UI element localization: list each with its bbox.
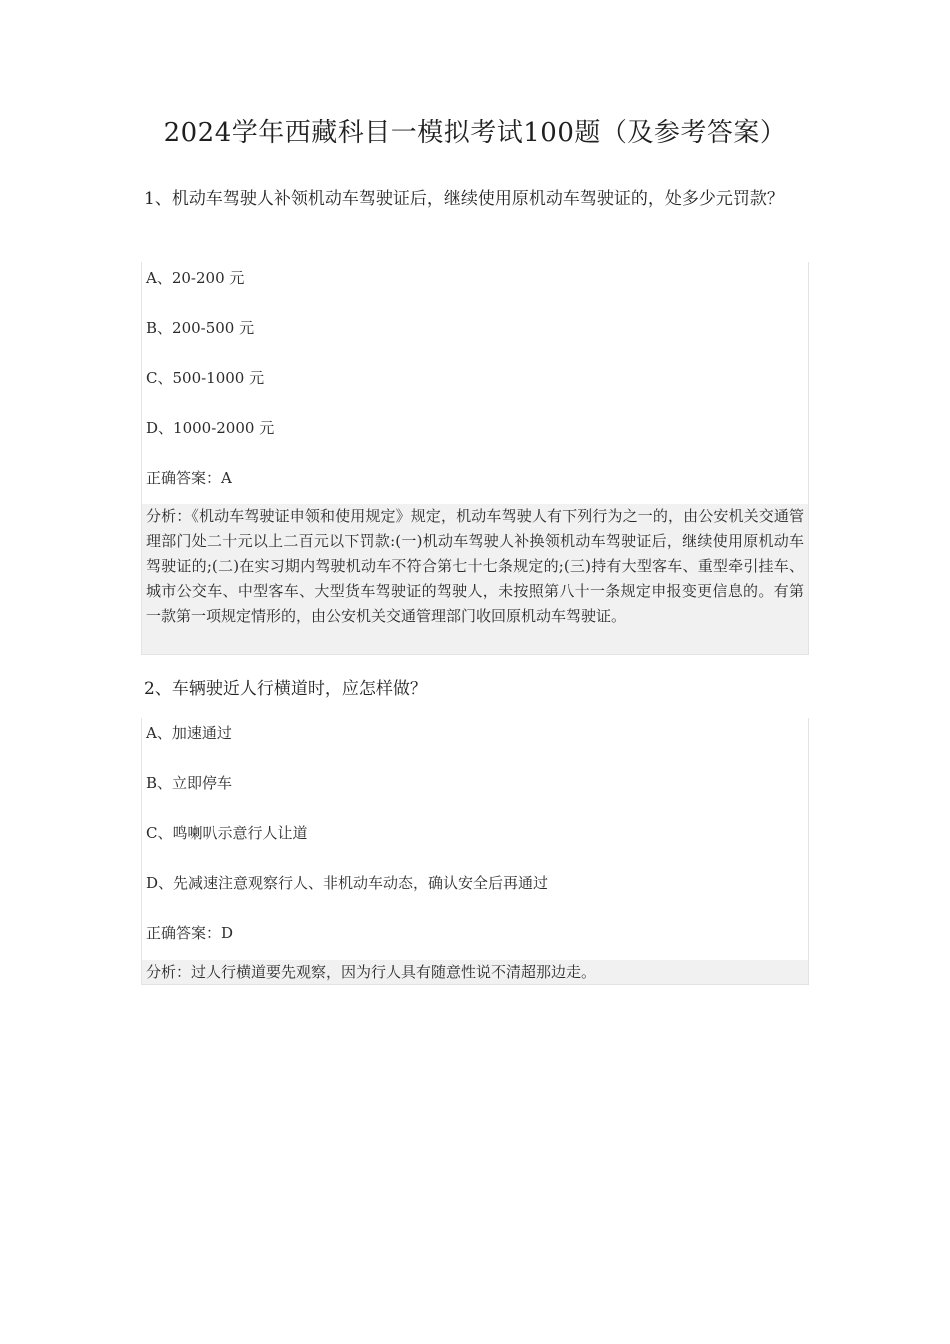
question-2-option-b: B、立即停车: [146, 774, 233, 792]
question-1-option-b: B、200-500 元: [146, 319, 255, 337]
question-1-answer: 正确答案：A: [146, 469, 232, 487]
question-1-text: 1、机动车驾驶人补领机动车驾驶证后，继续使用原机动车驾驶证的，处多少元罚款？: [144, 189, 784, 209]
question-1-analysis: 分析：《机动车驾驶证申领和使用规定》规定，机动车驾驶人有下列行为之一的，由公安机关交通管理部门处二十元以上二百元以下罚款:(一)机动车驾驶人补换领机动车驾驶证后，继续使用原机动车驾驶证的;(二)在实习期内驾驶机动车不符合第七十七条规定的;(三)持有大型客车、重型牵引挂车、城市公交车、中型客车、大型货车驾驶证的驾驶人，未按照第八十一条规定申报变更信息的。有第一款第一项规定情形的，由公安机关交通管理部门收回原机动车驾驶证。: [142, 504, 808, 654]
question-2-box: [141, 718, 809, 985]
question-1-option-c: C、500-1000 元: [146, 369, 265, 387]
question-2-analysis: 分析：过人行横道要先观察，因为行人具有随意性说不清超那边走。: [142, 960, 808, 984]
question-2-option-a: A、加速通过: [146, 724, 232, 742]
question-1-option-d: D、1000-2000 元: [146, 419, 275, 437]
question-1-box: [141, 262, 809, 655]
question-2-text: 2、车辆驶近人行横道时，应怎样做？: [144, 679, 427, 699]
question-2-answer: 正确答案：D: [146, 924, 234, 942]
question-2-option-c: C、鸣喇叭示意行人让道: [146, 824, 308, 842]
question-1-option-a: A、20-200 元: [146, 269, 245, 287]
document-title: 2024学年西藏科目一模拟考试100题（及参考答案）: [163, 118, 787, 148]
question-2-option-d: D、先减速注意观察行人、非机动车动态，确认安全后再通过: [146, 874, 549, 892]
